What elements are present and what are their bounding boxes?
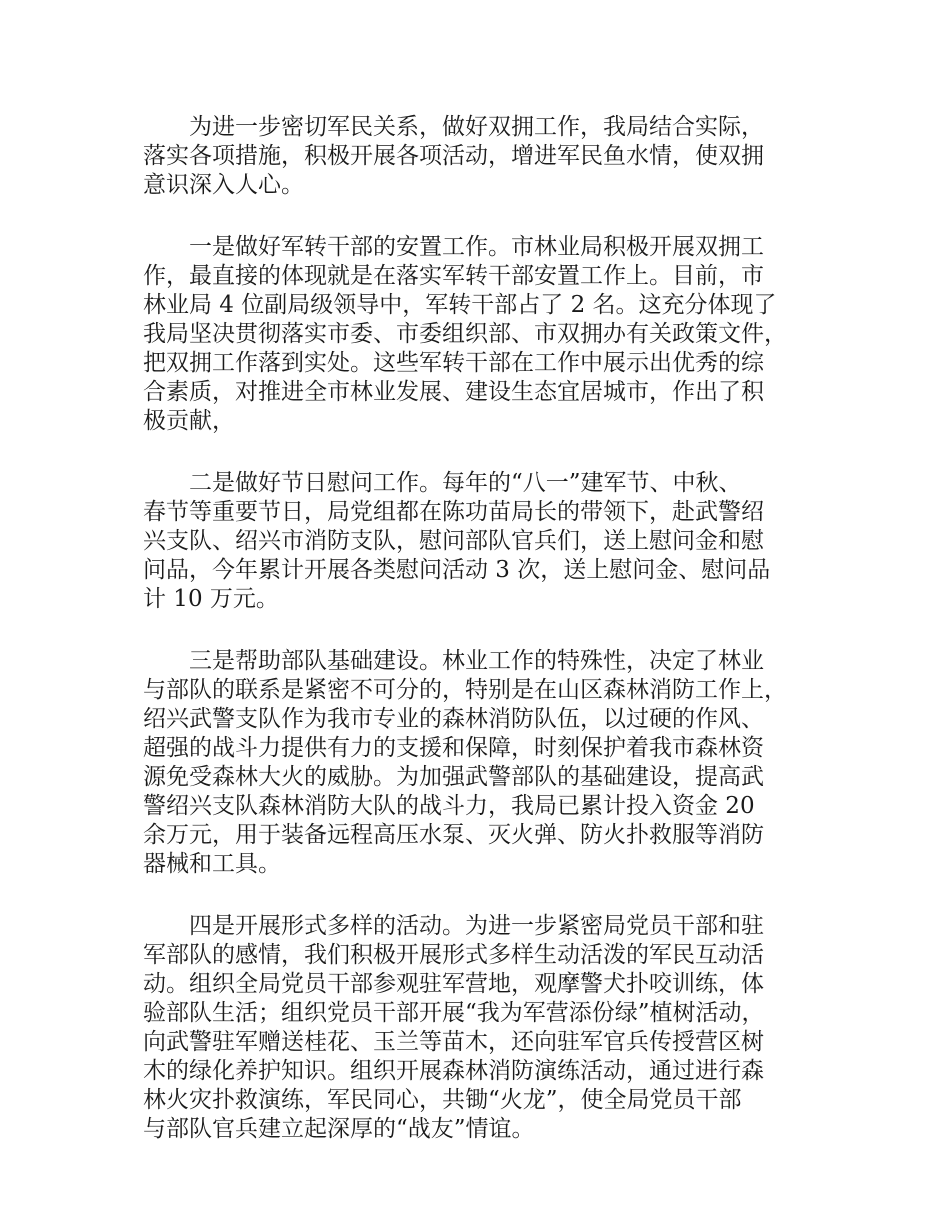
text-line: 落实各项措施，积极开展各项活动，增进军民鱼水情，使双拥: [143, 143, 764, 169]
text-line: 验部队生活；组织党员干部开展“我为军营添份绿”植树活动，: [143, 1000, 765, 1026]
text-line: 林业局 4 位副局级领导中，军转干部占了 2 名。这充分体现了: [143, 292, 777, 318]
text-line: 与部队官兵建立起深厚的“战友”情谊。: [143, 1116, 535, 1142]
text-line: 与部队的联系是紧密不可分的，特别是在山区森林消防工作上，: [143, 677, 787, 703]
text-line: 绍兴武警支队作为我市专业的森林消防队伍，以过硬的作风、: [143, 706, 764, 732]
paragraph-infrastructure: [143, 647, 833, 879]
text-line: 兴支队、绍兴市消防支队，慰问部队官兵们，送上慰问金和慰: [143, 528, 764, 554]
text-line: 意识深入人心。: [143, 172, 304, 198]
text-line: 林火灾扑救演练，军民同心，共锄“火龙”，使全局党员干部: [143, 1087, 742, 1113]
text-line: 为进一步密切军民关系，做好双拥工作，我局结合实际，: [189, 114, 764, 140]
text-line: 把双拥工作落到实处。这些军转干部在工作中展示出优秀的综: [143, 350, 764, 376]
text-line: 源免受森林大火的威胁。为加强武警部队的基础建设，提高武: [143, 764, 764, 790]
text-line: 作，最直接的体现就是在落实军转干部安置工作上。目前，市: [143, 263, 764, 289]
text-line: 超强的战斗力提供有力的支援和保障，时刻保护着我市森林资: [143, 735, 764, 761]
text-line: 向武警驻军赠送桂花、玉兰等苗木，还向驻军官兵传授营区树: [143, 1029, 764, 1055]
paragraph-activities: [143, 912, 833, 1144]
text-line: 一是做好军转干部的安置工作。市林业局积极开展双拥工: [189, 234, 764, 260]
text-line: 动。组织全局党员干部参观驻军营地，观摩警犬扑咬训练，体: [143, 971, 764, 997]
text-line: 三是帮助部队基础建设。林业工作的特殊性，决定了林业: [189, 648, 764, 674]
text-line: 军部队的感情，我们积极开展形式多样生动活泼的军民互动活: [143, 942, 764, 968]
text-line: 计 10 万元。: [143, 586, 279, 612]
paragraph-intro: [143, 113, 833, 200]
text-line: 木的绿化养护知识。组织开展森林消防演练活动，通过进行森: [143, 1058, 764, 1084]
text-line: 四是开展形式多样的活动。为进一步紧密局党员干部和驻: [189, 913, 764, 939]
text-line: 春节等重要节日，局党组都在陈功苗局长的带领下，赴武警绍: [143, 499, 764, 525]
text-line: 余万元，用于装备远程高压水泵、灭火弹、防火扑救服等消防: [143, 822, 764, 848]
text-line: 我局坚决贯彻落实市委、市委组织部、市双拥办有关政策文件，: [143, 321, 787, 347]
document-body: [143, 113, 833, 1177]
text-line: 器械和工具。: [143, 851, 281, 877]
text-line: 极贡献，: [143, 408, 235, 434]
paragraph-holiday-visits: [143, 469, 833, 614]
text-line: 二是做好节日慰问工作。每年的“八一”建军节、中秋、: [189, 470, 742, 496]
text-line: 问品，今年累计开展各类慰问活动 3 次，送上慰问金、慰问品: [143, 557, 771, 583]
paragraph-veteran-placement: [143, 233, 833, 436]
text-line: 警绍兴支队森林消防大队的战斗力，我局已累计投入资金 20: [143, 793, 755, 819]
text-line: 合素质，对推进全市林业发展、建设生态宜居城市，作出了积: [143, 379, 764, 405]
